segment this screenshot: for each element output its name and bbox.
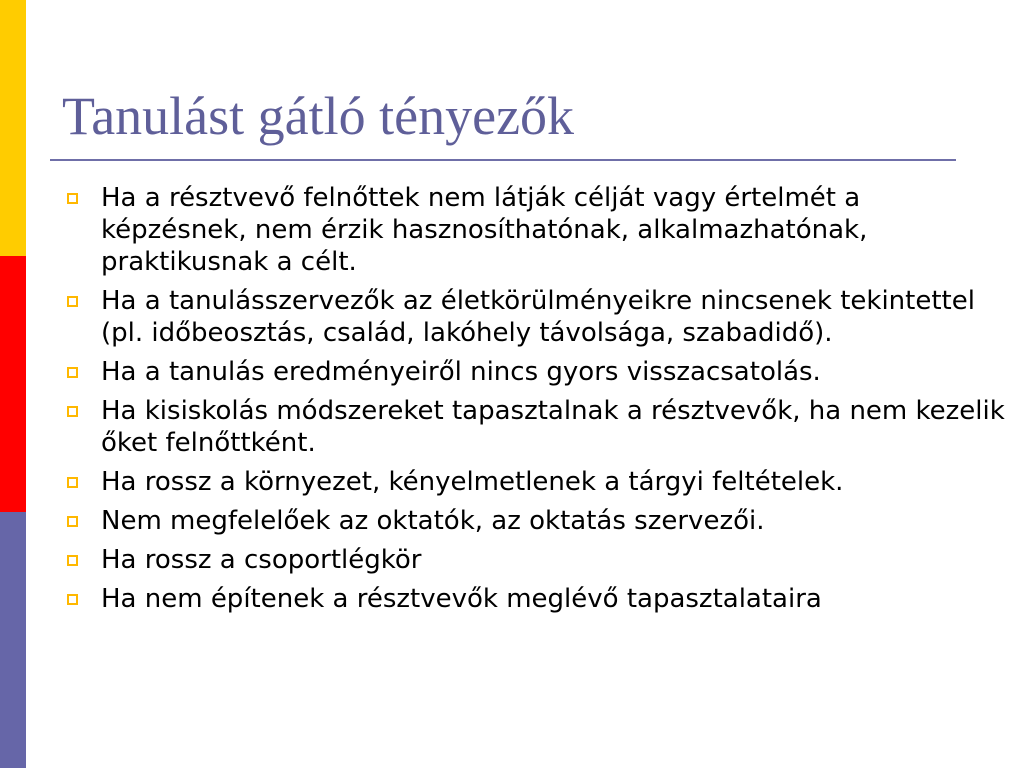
bullet-text: Ha rossz a csoportlégkör [101, 545, 422, 575]
square-bullet-icon [67, 193, 78, 204]
bullet-item [64, 356, 1014, 388]
bullet-text: Ha a résztvevő felnőttek nem látják célját vagy értelmét a képzésnek, nem érzik hasznosíthatónak, alkalmazhatónak, praktikusnak a célt. [101, 183, 868, 277]
slide-title: Tanulást gátló tényezők [62, 86, 575, 146]
bullet-text: Ha nem építenek a résztvevők meglévő tapasztalataira [101, 584, 822, 614]
bullet-item [64, 395, 1014, 459]
bullet-text: Ha rossz a környezet, kényelmetlenek a tárgyi feltételek. [101, 467, 844, 497]
bullet-item [64, 182, 1014, 278]
square-bullet-icon [67, 555, 78, 566]
square-bullet-icon [67, 516, 78, 527]
bullet-item [64, 583, 1014, 615]
accent-stripe-blue [0, 512, 26, 768]
bullet-text: Ha a tanulás eredményeiről nincs gyors visszacsatolás. [101, 357, 821, 387]
bullet-text: Ha a tanulásszervezők az életkörülményeikre nincsenek tekintettel (pl. időbeosztás, család, lakóhely távolsága, szabadidő). [101, 286, 975, 348]
accent-stripe-red [0, 256, 26, 512]
square-bullet-icon [67, 477, 78, 488]
accent-stripe-yellow [0, 0, 26, 256]
title-underline [50, 159, 956, 161]
bullet-list [64, 182, 1014, 622]
square-bullet-icon [67, 406, 78, 417]
bullet-item [64, 466, 1014, 498]
square-bullet-icon [67, 594, 78, 605]
square-bullet-icon [67, 367, 78, 378]
bullet-text: Nem megfelelőek az oktatók, az oktatás szervezői. [101, 506, 765, 536]
bullet-text: Ha kisiskolás módszereket tapasztalnak a résztvevők, ha nem kezelik őket felnőttként. [101, 396, 1005, 458]
bullet-item [64, 544, 1014, 576]
square-bullet-icon [67, 296, 78, 307]
bullet-item [64, 285, 1014, 349]
bullet-item [64, 505, 1014, 537]
